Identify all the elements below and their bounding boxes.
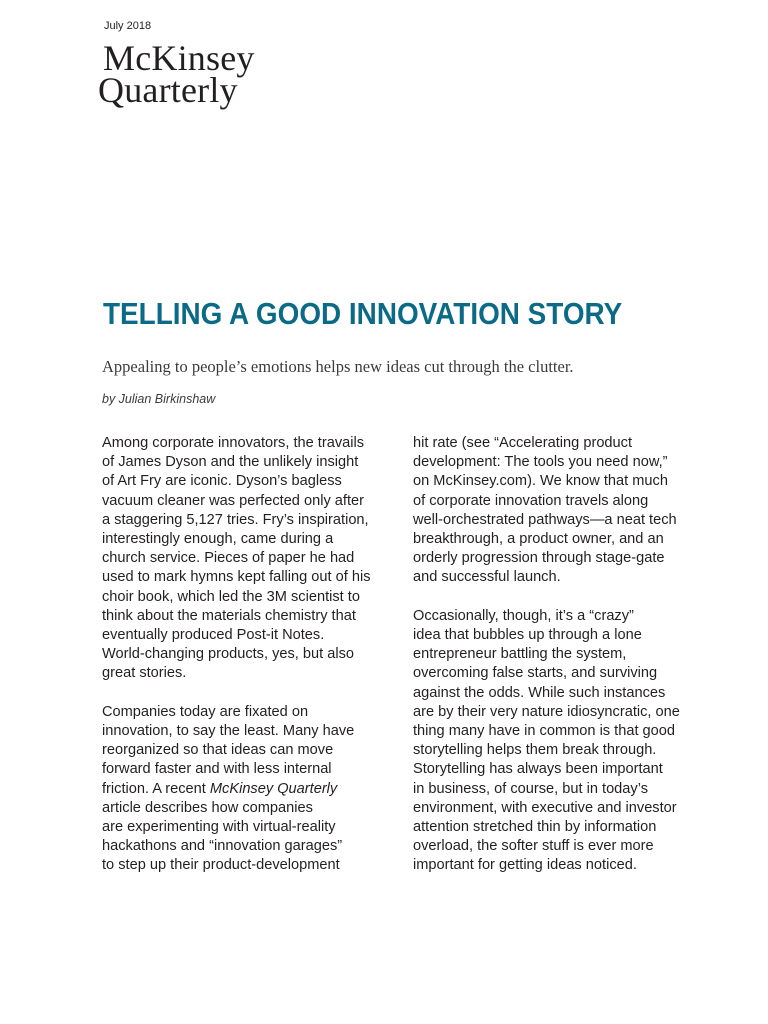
paragraph-1 <box>102 434 402 684</box>
paragraph-4 <box>413 607 713 876</box>
text-line: attention stretched thin by information <box>413 819 657 836</box>
text-line <box>102 780 402 799</box>
text-line: overcoming false starts, and surviving <box>413 665 658 682</box>
text-line: important for getting ideas noticed. <box>413 857 637 874</box>
text-line: Occasionally, though, it’s a “crazy” <box>413 607 634 624</box>
text-line: idea that bubbles up through a lone <box>413 627 642 644</box>
text-line: to step up their product-development <box>102 857 340 874</box>
text-line: entrepreneur battling the system, <box>413 646 627 663</box>
text-line: are experimenting with virtual-reality <box>102 819 336 836</box>
text-line: World-changing products, yes, but also <box>102 646 355 663</box>
text-line: vacuum cleaner was perfected only after <box>102 492 365 509</box>
text-line: of James Dyson and the unlikely insight <box>102 454 359 471</box>
article-deck: Appealing to people’s emotions helps new ideas cut through the clutter. <box>102 357 574 376</box>
text-line: well-orchestrated pathways—a neat tech <box>413 511 677 528</box>
masthead-line-2: Quarterly <box>98 70 238 110</box>
text-line: in business, of course, but in today’s <box>413 780 648 797</box>
text-line: used to mark hymns kept falling out of his <box>102 569 371 586</box>
text-line: Storytelling has always been important <box>413 761 663 778</box>
text-line: great stories. <box>102 665 187 682</box>
issue-date: July 2018 <box>104 20 152 32</box>
article-byline: by Julian Birkinshaw <box>102 392 216 406</box>
text-line: innovation, to say the least. Many have <box>102 723 355 740</box>
text-line: eventually produced Post-it Notes. <box>102 627 325 644</box>
text-line: of corporate innovation travels along <box>413 492 649 509</box>
text-line: storytelling helps them break through. <box>413 742 657 759</box>
text-fragment: friction. A recent <box>102 780 210 797</box>
text-line: church service. Pieces of paper he had <box>102 550 355 567</box>
text-line: breakthrough, a product owner, and an <box>413 531 664 548</box>
masthead-line-1: McKinsey <box>103 38 255 78</box>
text-line: a staggering 5,127 tries. Fry’s inspiration, <box>102 511 369 528</box>
text-line: orderly progression through stage-gate <box>413 550 665 567</box>
article-title: TELLING A GOOD INNOVATION STORY <box>103 296 623 331</box>
text-line: overload, the softer stuff is ever more <box>413 838 654 855</box>
text-line: are by their very nature idiosyncratic, one <box>413 703 680 720</box>
text-line: development: The tools you need now,” <box>413 454 668 471</box>
text-line: hackathons and “innovation garages” <box>102 838 343 855</box>
text-line: Among corporate innovators, the travails <box>102 435 365 451</box>
text-line: forward faster and with less internal <box>102 761 332 778</box>
text-line: hit rate (see “Accelerating product <box>413 435 633 451</box>
text-line: on McKinsey.com). We know that much <box>413 473 668 490</box>
text-line: reorganized so that ideas can move <box>102 742 334 759</box>
body-column-right <box>413 434 713 895</box>
text-line: choir book, which led the 3M scientist to <box>102 588 360 605</box>
text-line: think about the materials chemistry that <box>102 607 356 624</box>
masthead-logo <box>98 38 255 110</box>
text-line: against the odds. While such instances <box>413 684 666 701</box>
body-column-left <box>102 434 402 895</box>
paragraph-3 <box>413 434 713 588</box>
publication-name: McKinsey Quarterly <box>209 780 338 797</box>
text-line: environment, with executive and investor <box>413 799 677 816</box>
text-line: thing many have in common is that good <box>413 723 676 740</box>
text-line: Companies today are fixated on <box>102 703 309 720</box>
paragraph-2 <box>102 703 402 876</box>
text-line: article describes how companies <box>102 799 313 816</box>
text-line: and successful launch. <box>413 569 561 586</box>
text-line: interestingly enough, came during a <box>102 531 334 548</box>
text-line: of Art Fry are iconic. Dyson’s bagless <box>102 473 342 490</box>
